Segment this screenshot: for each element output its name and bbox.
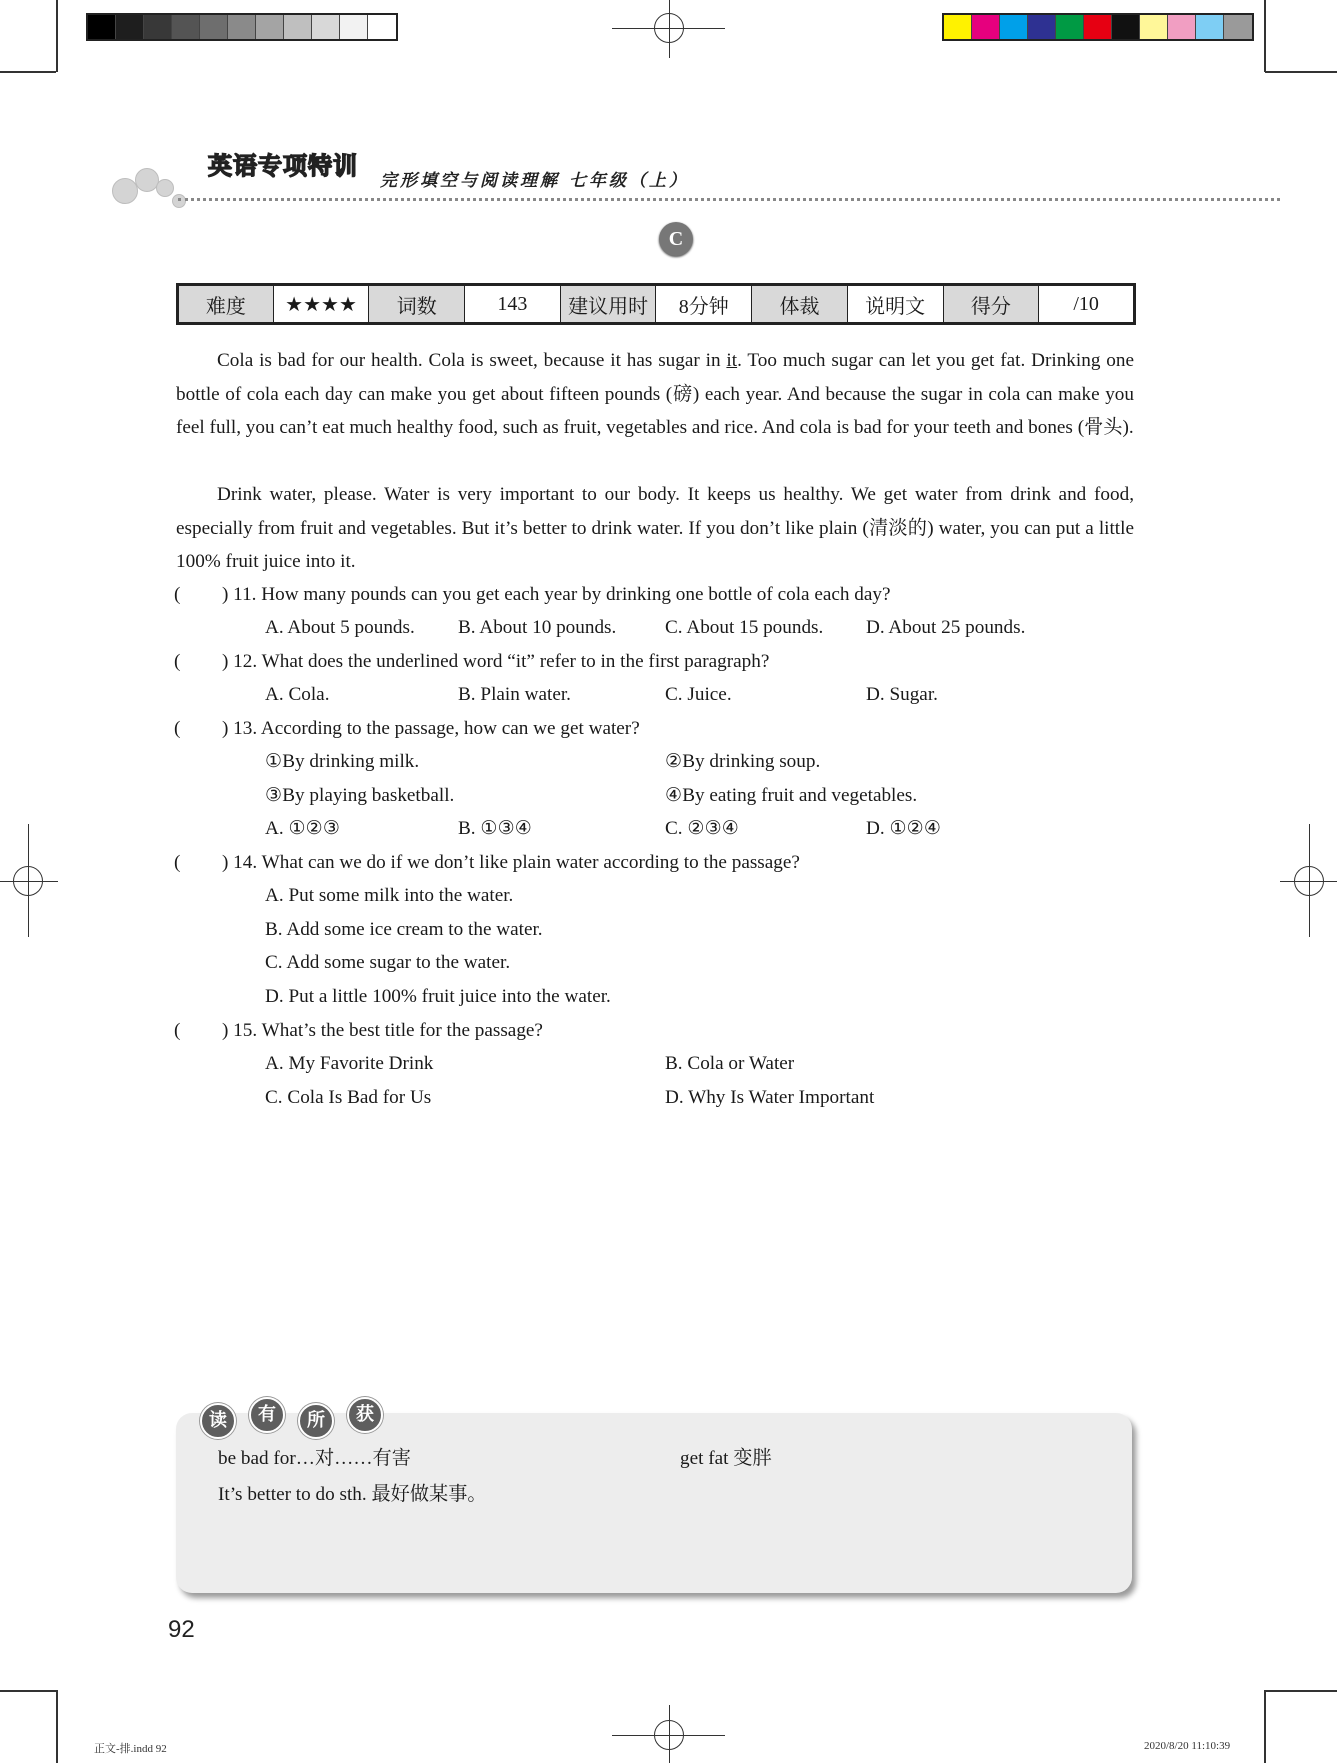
notes-badge: 读 [200,1403,236,1439]
info-value: /10 [1039,285,1135,324]
info-label: 词数 [369,285,465,324]
color-swatch [228,15,256,39]
answer-blank[interactable]: ( [174,651,181,672]
passage-text: . Too much sugar can let you get fat. Drinking one bottle of cola each day can make you get about fifteen pounds (磅) each year. And because the sugar in cola can make you feel full, you can’t eat much healthy food, such as fruit, vegetables and rice. And cola is bad for your teeth and bones (骨头). [176,350,1134,439]
color-swatch [972,15,1000,39]
option-b: B. ①③④ [458,818,532,839]
color-swatch [368,15,396,39]
decor-bubble [112,178,138,204]
note-phrase: get fat 变胖 [680,1448,772,1469]
item-4: ④By eating fruit and vegetables. [665,785,918,806]
crop-mark [56,0,58,72]
info-value: 143 [465,285,561,324]
color-swatch [1028,15,1056,39]
info-value: 8分钟 [656,285,752,324]
crop-mark [669,0,670,58]
info-value: ★★★★ [273,285,369,324]
passage-text: Cola is bad for our health. Cola is sweet, because it has sugar in [217,350,727,371]
info-label: 建议用时 [560,285,656,324]
color-swatch [944,15,972,39]
notes-badge: 有 [249,1397,285,1433]
option-b: B. Plain water. [458,684,571,705]
series-title: 英语专项特训 [208,152,358,180]
item-1: ①By drinking milk. [265,751,420,772]
crop-mark [1264,1690,1266,1763]
color-swatch [200,15,228,39]
color-swatch [1000,15,1028,39]
item-3: ③By playing basketball. [265,785,455,806]
color-swatch [284,15,312,39]
color-swatch [1084,15,1112,39]
crop-mark [1309,824,1310,937]
section-badge: C [659,222,693,256]
color-swatch [340,15,368,39]
notes-badge: 获 [347,1397,383,1433]
question-13: ) 13. According to the passage, how can we get water? [222,718,640,739]
answer-blank[interactable]: ( [174,852,181,873]
info-label: 得分 [943,285,1039,324]
answer-blank[interactable]: ( [174,718,181,739]
crop-mark [56,1690,58,1763]
underlined-word: it [726,350,738,371]
option-b: B. About 10 pounds. [458,617,617,638]
question-12: ) 12. What does the underlined word “it” refer to in the first paragraph? [222,651,770,672]
book-subtitle: 完形填空与阅读理解 七年级（上） [380,171,689,191]
page-number: 92 [168,1616,195,1643]
header-divider [178,198,1280,201]
option-d: D. About 25 pounds. [866,617,1026,638]
color-swatch [312,15,340,39]
color-swatch [1196,15,1224,39]
color-swatch [256,15,284,39]
passage-text: Drink water, please. Water is very important to our body. It keeps us healthy. We get water from drink and food, especially from fruit and vegetables. But it’s better to drink water. If you don’t like plain (清淡的) water, you can put a little 100% fruit juice into it. [176,484,1134,573]
color-swatch [1224,15,1252,39]
option-a: A. My Favorite Drink [265,1053,434,1074]
passage-paragraph-1 [176,344,1134,445]
option-d: D. Put a little 100% fruit juice into the water. [265,986,611,1007]
crop-mark [0,71,56,73]
decor-bubble [172,194,186,208]
crop-mark [0,1690,56,1692]
print-slug-file: 正文-排.indd 92 [94,1743,167,1755]
passage-info-table [176,283,1136,325]
passage-paragraph-2 [176,478,1134,579]
crop-mark [1265,1690,1337,1692]
crop-mark [1264,0,1266,72]
notes-badge: 所 [298,1403,334,1439]
note-phrase: It’s better to do sth. 最好做某事。 [218,1484,487,1505]
option-d: D. Sugar. [866,684,938,705]
option-a: A. About 5 pounds. [265,617,415,638]
option-a: A. Cola. [265,684,330,705]
answer-blank[interactable]: ( [174,584,181,605]
option-a: A. Put some milk into the water. [265,885,514,906]
info-value: 说明文 [847,285,943,324]
option-b: B. Cola or Water [665,1053,795,1074]
option-a: A. ①②③ [265,818,341,839]
print-slug-timestamp: 2020/8/20 11:10:39 [1144,1740,1231,1752]
note-phrase: be bad for…对……有害 [218,1448,411,1469]
item-2: ②By drinking soup. [665,751,821,772]
option-d: D. ①②④ [866,818,942,839]
color-swatch-row [942,13,1254,41]
answer-blank[interactable]: ( [174,1020,181,1041]
crop-mark [0,881,58,882]
option-c: C. About 15 pounds. [665,617,824,638]
crop-mark [1265,71,1337,73]
question-11: ) 11. How many pounds can you get each year by drinking one bottle of cola each day? [222,584,891,605]
crop-mark [28,824,29,937]
color-swatch [88,15,116,39]
info-label: 难度 [178,285,274,324]
color-swatch [1056,15,1084,39]
grayscale-swatch-row [86,13,398,41]
option-c: C. ②③④ [665,818,739,839]
color-swatch [1168,15,1196,39]
option-b: B. Add some ice cream to the water. [265,919,543,940]
option-c: C. Add some sugar to the water. [265,952,511,973]
color-swatch [172,15,200,39]
option-c: C. Juice. [665,684,732,705]
crop-mark [669,1705,670,1763]
color-swatch [144,15,172,39]
option-c: C. Cola Is Bad for Us [265,1087,432,1108]
question-15: ) 15. What’s the best title for the passage? [222,1020,543,1041]
option-d: D. Why Is Water Important [665,1087,875,1108]
color-swatch [116,15,144,39]
decor-bubble [156,179,174,197]
info-label: 体裁 [752,285,848,324]
color-swatch [1112,15,1140,39]
question-14: ) 14. What can we do if we don’t like plain water according to the passage? [222,852,800,873]
color-swatch [1140,15,1168,39]
